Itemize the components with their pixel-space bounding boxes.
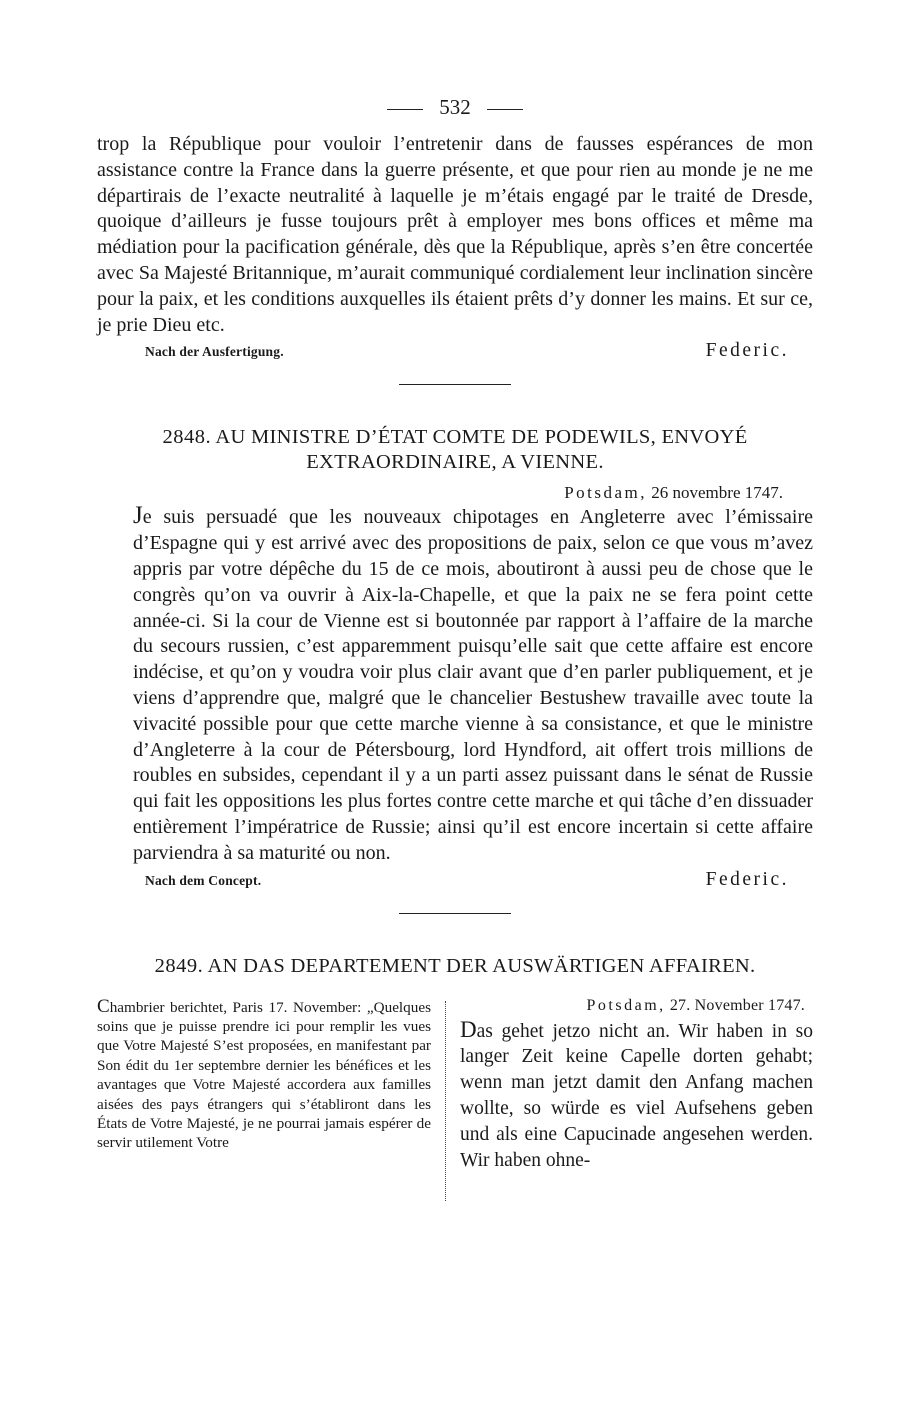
- letter-body: [97, 503, 813, 866]
- letter-number: 2848.: [162, 426, 212, 449]
- dateline-date: 26 novembre 1747.: [651, 483, 783, 503]
- letter-heading: [97, 954, 813, 979]
- drop-cap: D: [460, 1016, 477, 1042]
- dateline-place: Potsdam,: [564, 483, 648, 503]
- dash-left: [387, 109, 423, 110]
- letter-signature-row: [97, 869, 813, 891]
- letter-paragraph: [133, 503, 813, 866]
- continuation-text: [97, 132, 813, 338]
- letter-heading: [97, 425, 813, 475]
- dateline-place: Potsdam,: [586, 996, 666, 1014]
- dash-right: [487, 109, 523, 110]
- column-divider: [445, 1001, 446, 1201]
- source-note: Nach dem Concept.: [145, 872, 262, 888]
- reply-column: [454, 997, 813, 1201]
- letter-text: e suis persuadé que les nouveaux chipotages en Angleterre avec l’émissaire d’Espagne qui y est arrivé avec des propositions de paix, selon ce que vous m’avez appris par votre dépêche du 15 de ce mois, aboutiront à aussi peu de chose que le congrès qu’on va ouvrir à Aix-la-Chapelle, et que la paix ne se fera point cette année-ci. Si la cour de Vienne est si boutonnée par rapport à l’affaire de la marche du secours russien, c’est apparemment puisqu’elle sait que cette affaire est encore indécise, et qu’on y voudra voir plus clair avant que d’en parler publiquement, et je viens d’apprendre que, malgré que le chancelier Bestushew travaille avec toute la vivacité possible pour que cette marche vienne à sa consistance, et que le ministre d’Angleterre à la cour de Pétersbourg, lord Hyndford, ait offert trois millions de roubles en subsides, cependant il y a un parti assez puissant dans le sénat de Russie qui fait les oppositions les plus fortes contre cette marche et qui tâche d’en dissuader entièrement l’impératrice de Russie; ainsi qu’il est encore incertain si cette affaire parviendra à sa maturité ou non.: [133, 506, 813, 864]
- continuation-paragraph: trop la République pour vouloir l’entretenir dans de fausses espérances de mon assistance contre la France dans la guerre présente, et que pour rien au monde je ne me départirais de l’exacte neutralité à laquelle je m’étais engagé par le traité de Dresde, quoique d’ailleurs je fusse toujours prêt à employer mes bons offices et même ma médiation pour la pacification générale, dès que la République, après s’en être concertée avec Sa Majesté Britannique, m’aurait communiqué cordialement leur inclination sincère pour la paix, et les conditions auxquelles ils étaient prêts d’y donner les mains. Et sur ce, je prie Dieu etc.: [97, 133, 813, 336]
- reply-text: [460, 1017, 813, 1174]
- source-note: Nach der Ausfertigung.: [145, 344, 284, 360]
- section-divider: [399, 384, 511, 385]
- signature: Federic.: [705, 340, 789, 362]
- signature: Federic.: [705, 868, 789, 890]
- drop-cap: J: [133, 502, 143, 530]
- page-number: 532: [439, 95, 471, 119]
- letter-title: AN DAS DEPARTEMENT DER AUSWÄRTIGEN AFFAIREN.: [207, 954, 756, 977]
- two-column-section: [97, 997, 813, 1201]
- letter-title: AU MINISTRE D’ÉTAT COMTE DE PODEWILS, ENVOYÉ EXTRAORDINAIRE, A VIENNE.: [215, 426, 748, 474]
- report-summary-column: [97, 997, 441, 1201]
- drop-cap: C: [97, 995, 110, 1017]
- report-summary-text: hambrier berichtet, Paris 17. November: „Quelques soins que je puisse prendre ici pour remplir les vues que Votre Majesté S’est proposées, en manifestant par Son édit du 1er septembre dernier les bénéfices et les avantages que Votre Majesté accordera aux familles aisées des pays étrangers qui s’établiront dans les États de Votre Majesté, je ne pourrai jamais espérer de servir utilement Votre: [97, 998, 431, 1152]
- dateline: [97, 483, 813, 503]
- dateline: [460, 997, 813, 1015]
- continuation-signature-row: [97, 340, 813, 362]
- section-divider: [399, 913, 511, 914]
- dateline-date: 27. November 1747.: [669, 996, 805, 1014]
- page: [97, 92, 813, 1201]
- letter-number: 2849.: [154, 954, 204, 977]
- reply-body: as gehet jetzo nicht an. Wir haben in so langer Zeit keine Capelle dorten gehabt; wenn man jetzt damit den Anfang machen wollte, so würde es viel Aufsehens geben und als eine Capucinade angesehen werden. Wir haben ohne-: [460, 1020, 813, 1171]
- page-number-line: [97, 92, 813, 122]
